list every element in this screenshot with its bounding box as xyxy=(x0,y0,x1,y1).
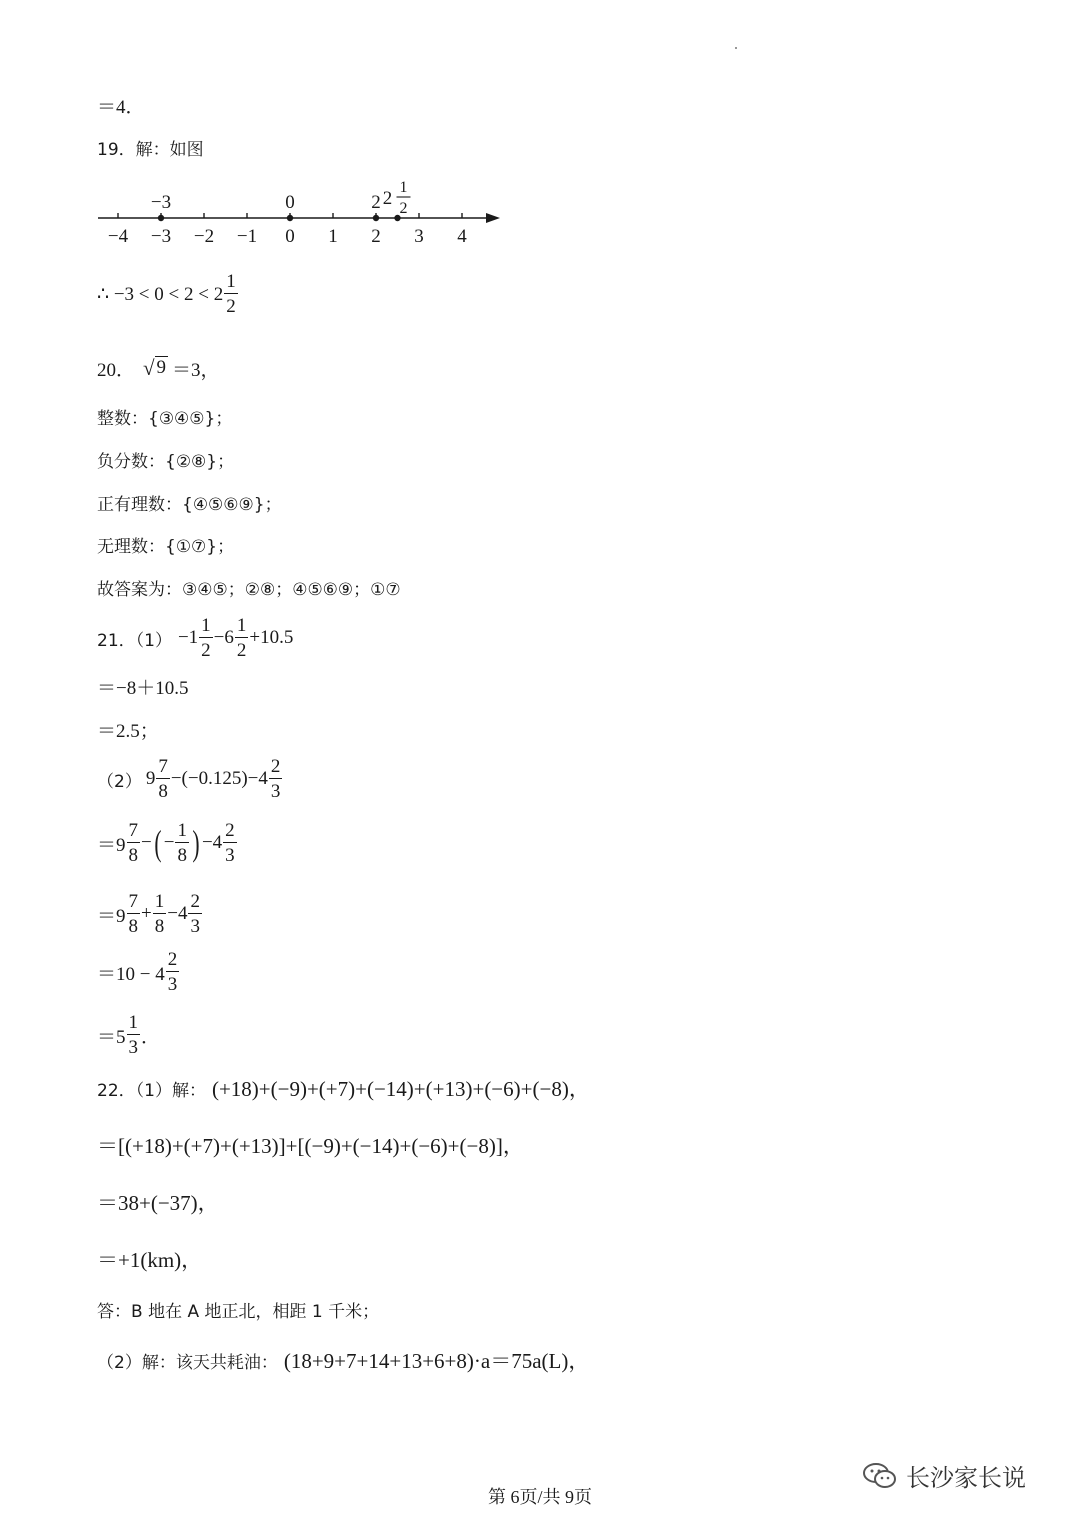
q21-2-step1: ＝9 $\frac{7}{8}$ − ( − $\frac{1}{8}$ ) −4 $\frac{2}{3}$ xyxy=(97,820,235,866)
q21-2-step4: ＝5 $\frac{1}{3}$ ． xyxy=(97,1012,161,1058)
sqrt: √ 9 xyxy=(143,356,167,380)
q21-step1: ＝−8＋10.5 xyxy=(97,678,189,699)
q22-1-expr: 22．（1）解： (+18)+(−9)+(+7)+(−14)+(+13)+(−6)+(−8)， xyxy=(97,1077,590,1101)
point-label: 2 xyxy=(382,188,393,209)
q21-step2: ＝2.5； xyxy=(97,721,159,742)
text: ＝4． xyxy=(97,97,145,118)
tick-label: 1 xyxy=(328,226,338,247)
tick-label: −1 xyxy=(236,226,258,247)
integers-line: 整数：{③④⑤}； xyxy=(97,409,233,429)
number-line xyxy=(90,168,510,250)
q22-step1: ＝[(+18)+(+7)+(+13)]+[(−9)+(−14)+(−6)+(−8)]， xyxy=(97,1134,524,1158)
point-dot xyxy=(373,215,379,221)
q19-label xyxy=(97,135,204,160)
answer-20-line: 故答案为：③④⑤；②⑧；④⑤⑥⑨；①⑦ xyxy=(97,580,401,600)
point-label: 2 xyxy=(371,192,381,213)
tick-label: 3 xyxy=(414,226,424,247)
fraction: $\frac{1}{2}$ xyxy=(226,271,236,317)
wechat-icon xyxy=(862,1461,898,1491)
q21-1-expr: 21．（1） −1 $\frac{1}{2}$ −6 $\frac{1}{2}$ +10.5 xyxy=(97,615,294,661)
text: ∴ −3 < 0 < 2 < 2 xyxy=(97,283,224,305)
text: ＝3， xyxy=(172,360,220,381)
irrationals-line: 无理数：{①⑦}； xyxy=(97,537,235,557)
text: 20． xyxy=(97,360,136,381)
fraction-numerator: 1 xyxy=(399,179,408,196)
result-line xyxy=(97,92,145,119)
pos-rationals-line: 正有理数：{④⑤⑥⑨}； xyxy=(97,495,282,515)
page-footer: 第 6页/共 9页 xyxy=(487,1487,592,1507)
q22-step2: ＝38+(−37)， xyxy=(97,1191,219,1215)
tick-label: 2 xyxy=(371,226,381,247)
q22-answer: 答：B 地在 A 地正北，相距 1 千米； xyxy=(97,1302,380,1322)
tick-label: 4 xyxy=(457,226,467,247)
point-label: 0 xyxy=(285,192,295,213)
tick-label: −3 xyxy=(150,226,172,247)
q21-2-expr: （2） 9 $\frac{7}{8}$ −(−0.125)−4 $\frac{2}{3}$ xyxy=(97,756,281,802)
q21-2-step2: ＝9 $\frac{7}{8}$ + $\frac{1}{8}$ −4 $\frac{2}{3}$ xyxy=(97,891,200,937)
q21-2-step3: ＝10 − 4 $\frac{2}{3}$ xyxy=(97,949,178,995)
point-dot xyxy=(158,215,164,221)
speck xyxy=(735,47,737,49)
axis-arrow xyxy=(486,213,500,223)
q22-2-line: （2）解：该天共耗油： (18+9+7+14+13+6+8)·a＝75a(L)， xyxy=(97,1349,590,1373)
neg-fractions-line: 负分数：{②⑧}； xyxy=(97,452,235,472)
text: 19．解：如图 xyxy=(97,140,204,160)
tick-label: −2 xyxy=(193,226,215,247)
tick-label: −4 xyxy=(107,226,129,247)
point-dot xyxy=(287,215,293,221)
watermark xyxy=(862,1458,1026,1493)
watermark-text: 长沙家长说 xyxy=(906,1464,1026,1492)
q20-line xyxy=(97,355,220,382)
q22-step3: ＝+1(km)， xyxy=(97,1248,203,1272)
q19-conclusion xyxy=(97,272,239,316)
point-label: −3 xyxy=(150,192,172,213)
tick-label: 0 xyxy=(285,226,295,247)
fraction-denominator: 2 xyxy=(399,200,408,217)
